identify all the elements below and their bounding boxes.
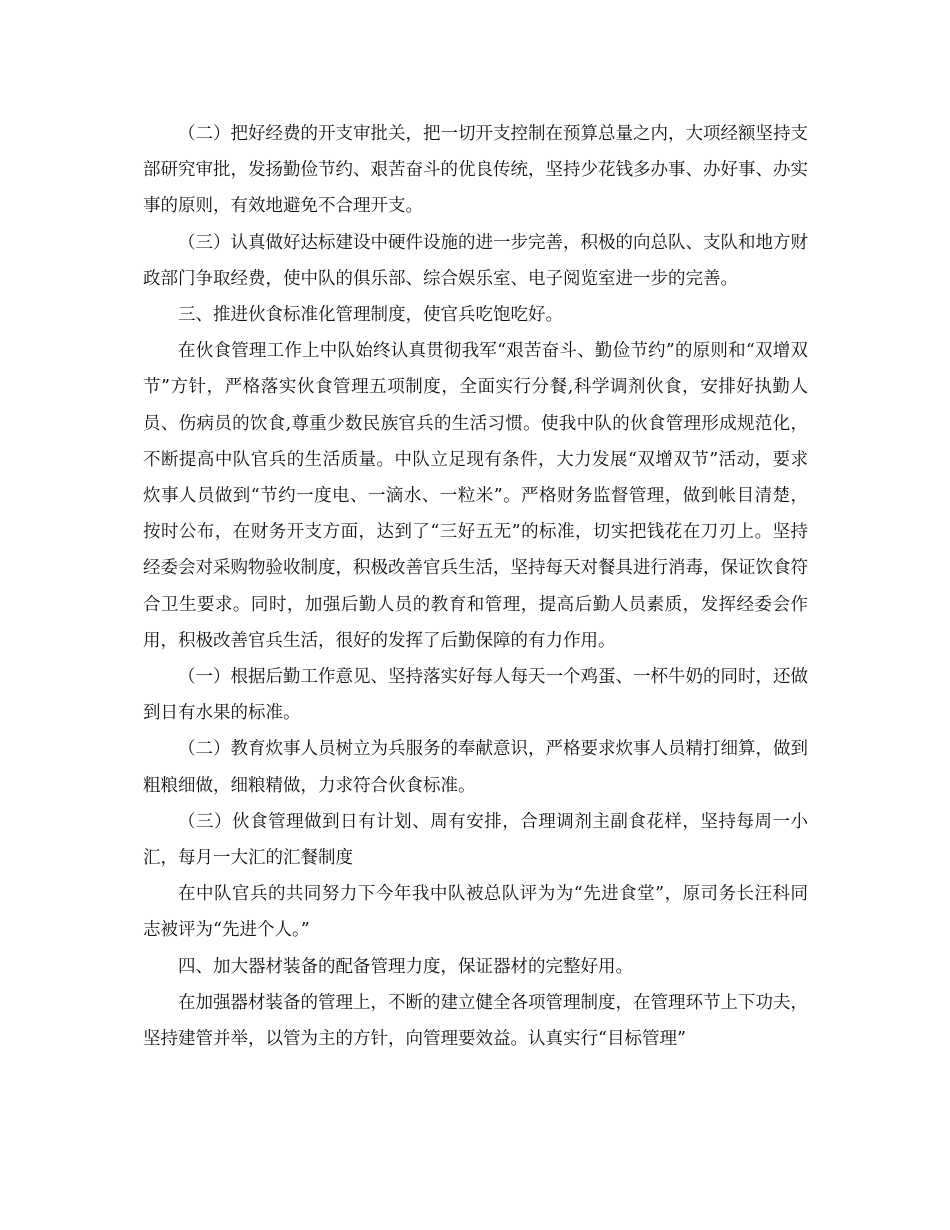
paragraph-eggs-milk-fruit: （一）根据后勤工作意见、坚持落实好每人每天一个鸡蛋、一杯牛奶的同时，还做到日有水果的标准。 <box>143 667 808 724</box>
section-heading-meal-management: 三、推进伙食标准化管理制度，使官兵吃饱吃好。 <box>178 305 563 326</box>
section-heading-equipment-management: 四、加大器材装备的配备管理力度，保证器材的完整好用。 <box>178 956 633 977</box>
paragraph-awards: 在中队官兵的共同努力下今年我中队被总队评为为“先进食堂”，原司务长汪科同志被评为“先进个人。” <box>143 884 808 941</box>
paragraph-cook-education: （二）教育炊事人员树立为兵服务的奉献意识，严格要求炊事人员精打细算，做到粗粮细做，细粮精做，力求符合伙食标准。 <box>143 739 808 796</box>
paragraph-equipment-management: 在加强器材装备的管理上，不断的建立健全各项管理制度，在管理环节上下功夫，坚持建管并举，以管为主的方针，向管理要效益。认真实行“目标管理” <box>143 992 808 1050</box>
paragraph-meal-planning: （三）伙食管理做到日有计划、周有安排，合理调剂主副食花样，坚持每周一小汇，每月一大汇的汇餐制度 <box>143 811 808 869</box>
document-body <box>143 116 808 1057</box>
paragraph-facility-improvement: （三）认真做好达标建设中硬件设施的进一步完善，积极的向总队、支队和地方财政部门争取经费，使中队的俱乐部、综合娱乐室、电子阅览室进一步的完善。 <box>143 232 808 289</box>
paragraph-meal-management: 在伙食管理工作上中队始终认真贯彻我军“艰苦奋斗、勤俭节约”的原则和“双增双节”方针，严格落实伙食管理五项制度，全面实行分餐,科学调剂伙食，安排好执勤人员、伤病员的饮食,尊重少数民族官兵的生活习惯。使我中队的伙食管理形成规范化，不断提高中队官兵的生活质量。中队立足现有条件，大力发展“双增双节”活动，要求炊事人员做到“节约一度电、一滴水、一粒米”。严格财务监督管理，做到帐目清楚，按时公布，在财务开支方面，达到了“三好五无”的标准，切实把钱花在刀刃上。坚持经委会对采购物验收制度，积极改善官兵生活，坚持每天对餐具进行消毒，保证饮食符合卫生要求。同时，加强后勤人员的教育和管理，提高后勤人员素质，发挥经委会作用，积极改善官兵生活，很好的发挥了后勤保障的有力作用。 <box>143 341 808 651</box>
paragraph-expense-approval: （二）把好经费的开支审批关，把一切开支控制在预算总量之内，大项经额坚持支部研究审批，发扬勤俭节约、艰苦奋斗的优良传统，坚持少花钱多办事、办好事、办实事的原则，有效地避免不合理开支。 <box>143 124 808 217</box>
